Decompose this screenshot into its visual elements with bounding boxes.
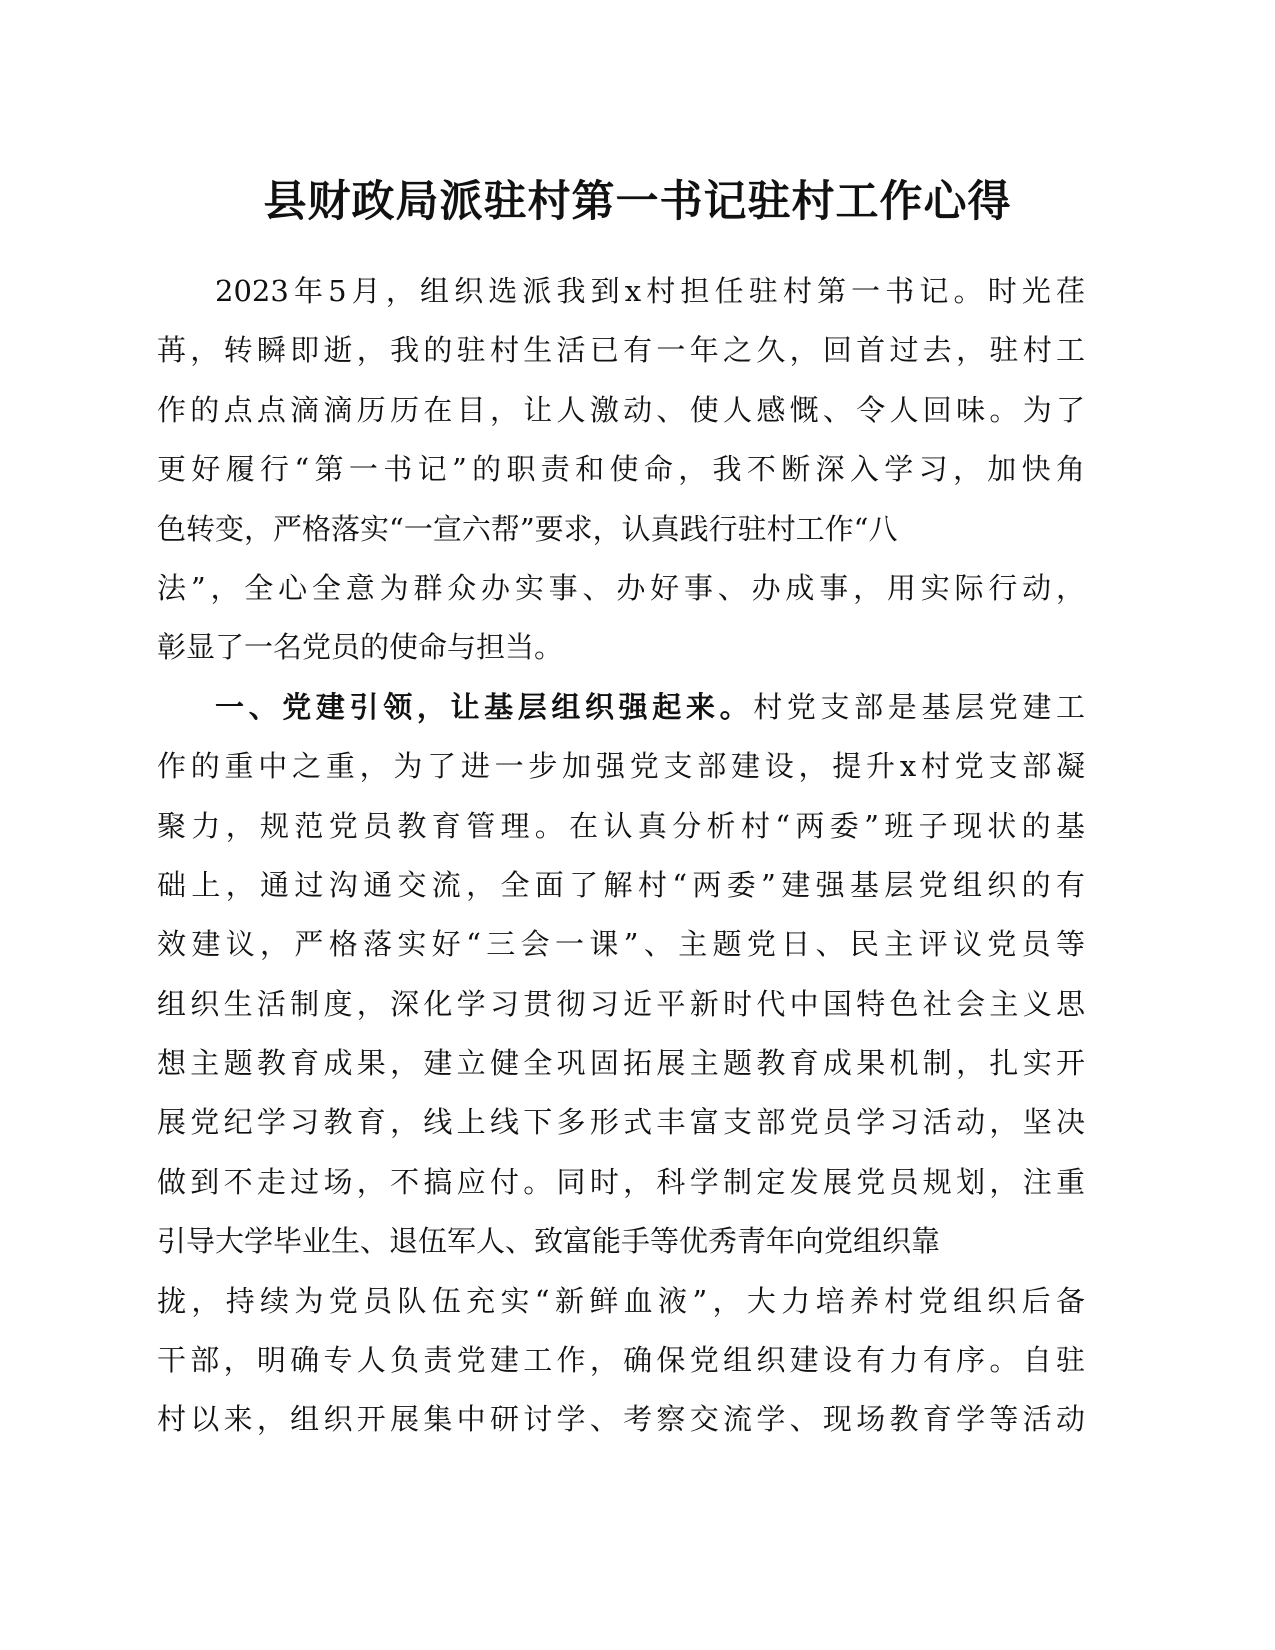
text-line: 干部，明确专人负责党建工作，确保党组织建设有力有序。自驻 [157, 1343, 1085, 1378]
paragraph-intro [157, 262, 1085, 678]
paragraph-party-building [157, 678, 1085, 1450]
text-line: 苒，转瞬即逝，我的驻村生活已有一年之久，回首过去，驻村工 [157, 333, 1085, 368]
text-line: 效建议，严格落实好“三会一课”、主题党日、民主评议党员等 [157, 927, 1085, 962]
text-line: 村以来，组织开展集中研讨学、考察交流学、现场教育学等活动 [157, 1402, 1085, 1437]
text-line: 组织生活制度，深化学习贯彻习近平新时代中国特色社会主义思 [157, 986, 1085, 1021]
text-line: 更好履行“第一书记”的职责和使命，我不断深入学习，加快角 [157, 452, 1085, 487]
text-line: 作的重中之重，为了进一步加强党支部建设，提升x村党支部凝 [157, 749, 1085, 784]
text-line-rest: 村党支部是基层党建工 [753, 689, 1085, 724]
text-line: 彰显了一名党员的使命与担当。 [157, 630, 564, 665]
section-heading: 一、党建引领，让基层组织强起来。 [215, 689, 754, 724]
text-line: 拢，持续为党员队伍充实“新鲜血液”，大力培养村党组织后备 [157, 1283, 1085, 1318]
text-line: 2023年5月，组织选派我到x村担任驻村第一书记。时光荏 [215, 274, 1085, 308]
text-line: 聚力，规范党员教育管理。在认真分析村“两委”班子现状的基 [157, 808, 1085, 843]
text-line: 引导大学毕业生、退伍军人、致富能手等优秀青年向党组织靠 [157, 1224, 941, 1259]
text-line: 色转变，严格落实“一宣六帮”要求，认真践行驻村工作“八 [157, 511, 898, 546]
text-line: 做到不走过场，不搞应付。同时，科学制定发展党员规划，注重 [157, 1164, 1085, 1199]
text-line: 法”，全心全意为群众办实事、办好事、办成事，用实际行动， [157, 570, 1085, 605]
text-line: 作的点点滴滴历历在目，让人激动、使人感慨、令人回味。为了 [157, 392, 1085, 427]
text-line: 础上，通过沟通交流，全面了解村“两委”建强基层党组织的有 [157, 867, 1085, 902]
text-line: 想主题教育成果，建立健全巩固拓展主题教育成果机制，扎实开 [157, 1046, 1085, 1081]
document-body [157, 262, 1085, 1450]
text-line-with-heading [157, 678, 1085, 737]
text-line: 展党纪学习教育，线上线下多形式丰富支部党员学习活动，坚决 [157, 1105, 1085, 1140]
document-title: 县财政局派驻村第一书记驻村工作心得 [263, 177, 1012, 227]
